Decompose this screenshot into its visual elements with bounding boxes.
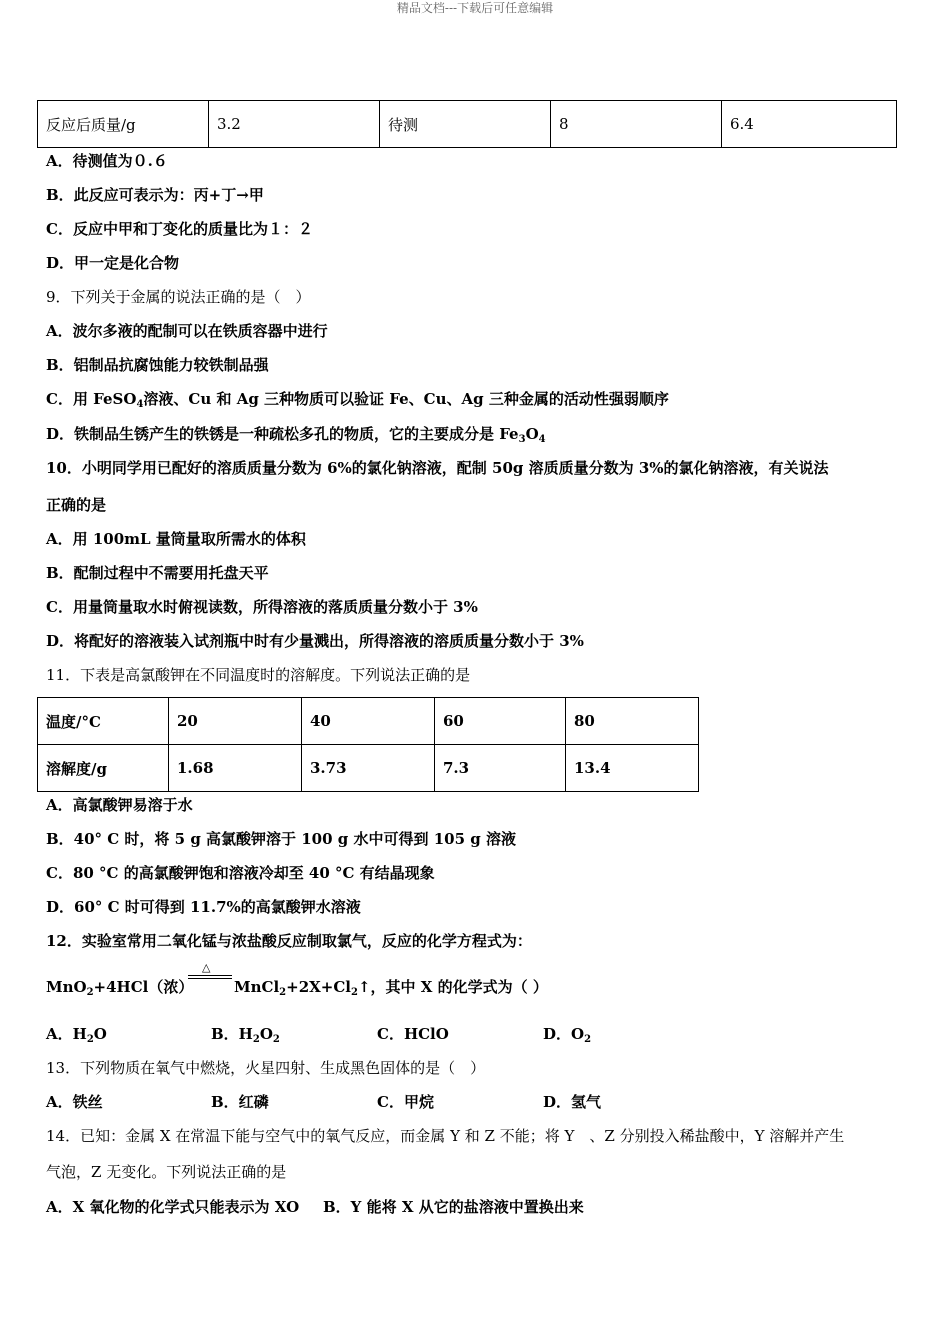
q13-option-d: D．氢气: [543, 1093, 602, 1111]
q12-option-b: [211, 1024, 280, 1044]
text: O: [525, 425, 539, 443]
q13-stem: 13．下列物质在氧气中燃烧，火星四射、生成黑色固体的是（ ）: [46, 1059, 486, 1077]
q9-stem: 9．下列关于金属的说法正确的是（ ）: [46, 288, 311, 306]
subscript: 4: [538, 434, 546, 445]
table-cell: 8: [551, 101, 722, 148]
heat-delta-symbol: △: [202, 961, 211, 974]
q12-option-d: [543, 1024, 591, 1044]
q14-stem-line1: 14．已知：金属 X 在常温下能与空气中的氧气反应，而金属 Y 和 Z 不能；将 Y 、Z 分别投入稀盐酸中，Y 溶解并产生: [46, 1127, 845, 1145]
q14-option-b: B．Y 能将 X 从它的盐溶液中置换出来: [323, 1198, 584, 1216]
q9-option-a: A．波尔多液的配制可以在铁质容器中进行: [46, 322, 328, 340]
equals-bar: [188, 975, 232, 976]
q8-option-c: C．反应中甲和丁变化的质量比为１：２: [46, 220, 313, 238]
q10-option-b: B．配制过程中不需要用托盘天平: [46, 564, 269, 582]
q8-option-a: A．待测值为０.６: [46, 152, 168, 170]
table-cell: 40: [302, 698, 435, 745]
q11-stem: 11．下表是高氯酸钾在不同温度时的溶解度。下列说法正确的是: [46, 666, 471, 684]
q11-option-c: C．80 °C 的高氯酸钾饱和溶液冷却至 40 °C 有结晶现象: [46, 864, 435, 882]
table-cell: 温度/°C: [38, 698, 169, 745]
q12-stem: 12．实验室常用二氧化锰与浓盐酸反应制取氯气，反应的化学方程式为：: [46, 932, 532, 950]
subscript: 3: [518, 434, 526, 445]
text: ↑，其中 X 的化学式为（ ）: [357, 978, 548, 996]
q10-stem-line2: 正确的是: [46, 496, 107, 514]
subscript: 2: [584, 1034, 592, 1045]
q9-option-c: [46, 389, 669, 409]
reaction-condition-sign: [186, 962, 234, 984]
text: O: [93, 1025, 107, 1043]
q12-option-c: C．HClO: [377, 1025, 449, 1043]
text: D．O: [543, 1025, 585, 1043]
table-cell: 待测: [380, 101, 551, 148]
q12-option-a: [46, 1024, 107, 1044]
table-cell: 6.4: [722, 101, 897, 148]
subscript: 2: [272, 1034, 280, 1045]
subscript: 2: [86, 1034, 94, 1045]
table-cell: 60: [435, 698, 566, 745]
q13-option-c: C．甲烷: [377, 1093, 434, 1111]
text: D．铁制品生锈产生的铁锈是一种疏松多孔的物质，它的主要成分是 Fe: [46, 425, 519, 443]
table-cell: 20: [169, 698, 302, 745]
q10-option-d: D．将配好的溶液装入试剂瓶中时有少量溅出，所得溶液的溶质质量分数小于 3%: [46, 632, 584, 650]
q11-option-d: D．60° C 时可得到 11.7%的高氯酸钾水溶液: [46, 898, 361, 916]
text: +2X+Cl: [286, 978, 351, 996]
table-cell: 3.73: [302, 745, 435, 792]
text: B．H: [211, 1025, 253, 1043]
q14-option-a: A．X 氧化物的化学式只能表示为 XO: [46, 1198, 300, 1216]
page-header: 精品文档---下载后可任意编辑: [396, 1, 554, 15]
q8-option-b: B．此反应可表示为：丙+丁→甲: [46, 186, 264, 204]
subscript: 2: [252, 1034, 260, 1045]
q11-option-a: A．高氯酸钾易溶于水: [46, 796, 193, 814]
text: MnCl: [234, 978, 280, 996]
q11-option-b: B．40° C 时，将 5 g 高氯酸钾溶于 100 g 水中可得到 105 g 溶液: [46, 830, 516, 848]
text: O: [259, 1025, 273, 1043]
q10-stem-line1: 10．小明同学用已配好的溶质质量分数为 6%的氯化钠溶液，配制 50g 溶质质量分数为 3%的氯化钠溶液，有关说法: [46, 459, 829, 477]
table-cell: 1.68: [169, 745, 302, 792]
subscript: 2: [350, 987, 358, 998]
q13-option-a: A．铁丝: [46, 1093, 103, 1111]
q9-option-b: B．铝制品抗腐蚀能力较铁制品强: [46, 356, 269, 374]
solubility-table: [37, 697, 699, 792]
table-cell: 80: [566, 698, 699, 745]
text: MnO: [46, 978, 87, 996]
text: C．用 FeSO: [46, 390, 137, 408]
text: 溶液、Cu 和 Ag 三种物质可以验证 Fe、Cu、Ag 三种金属的活动性强弱顺序: [143, 390, 669, 408]
subscript: 4: [136, 399, 144, 410]
equals-bar: [188, 978, 232, 979]
q9-option-d: [46, 424, 546, 444]
table-cell: 13.4: [566, 745, 699, 792]
q12-equation-left: [46, 977, 193, 997]
q14-stem-line2: 气泡，Z 无变化。下列说法正确的是: [46, 1163, 287, 1181]
q10-option-c: C．用量筒量取水时俯视读数，所得溶液的落质质量分数小于 3%: [46, 598, 478, 616]
subscript: 2: [86, 987, 94, 998]
table-cell: 反应后质量/g: [38, 101, 209, 148]
table-cell: 溶解度/g: [38, 745, 169, 792]
subscript: 2: [279, 987, 287, 998]
q13-option-b: B．红磷: [211, 1093, 269, 1111]
reaction-mass-table: [37, 100, 897, 148]
q8-option-d: D．甲一定是化合物: [46, 254, 180, 272]
table-cell: 7.3: [435, 745, 566, 792]
q12-equation-right: [234, 977, 548, 997]
q10-option-a: A．用 100mL 量筒量取所需水的体积: [46, 530, 306, 548]
table-cell: 3.2: [209, 101, 380, 148]
text: A．H: [46, 1025, 87, 1043]
text: +4HCl（浓）: [93, 978, 194, 996]
